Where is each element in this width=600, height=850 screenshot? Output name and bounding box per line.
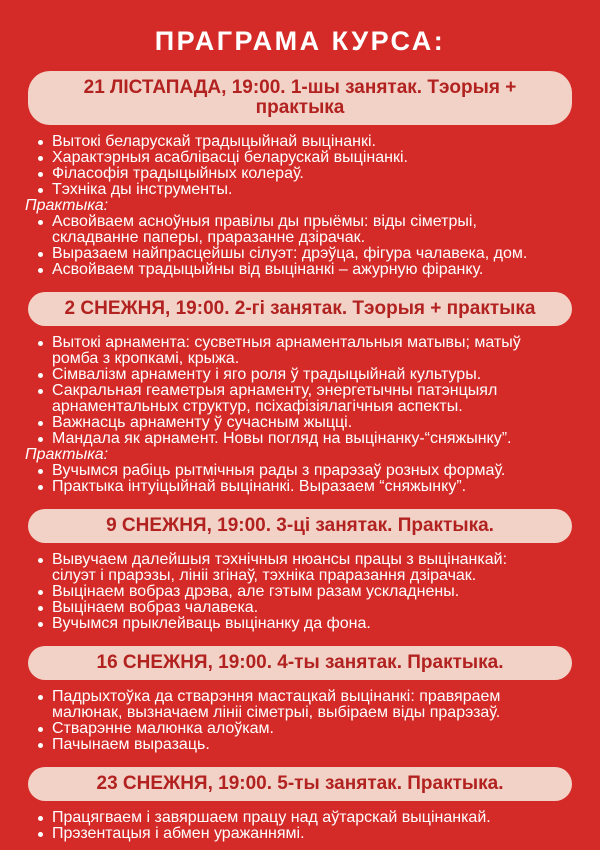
bullet-item: Пачынаем выразаць. — [52, 737, 545, 753]
bullet-list — [0, 689, 600, 753]
bullet-item: Вывучаем далейшыя тэхнічныя нюансы працы з выцінанкай: сілуэт і прарэзы, лініі згінаў, тэхніка праразання дзірачак. — [52, 552, 545, 584]
bullet-item: Сакральная геаметрыя арнаменту, энергетычны патэнцыял арнаментальных структур, псіхафізіялагічныя аспекты. — [52, 383, 545, 415]
session-header-badge — [28, 646, 572, 680]
session-header-label: 9 СНЕЖНЯ, 19:00. 3-ці занятак. Практыка. — [106, 515, 494, 536]
bullet-item: Вытокі арнамента: сусветныя арнаментальныя матывы; матыў ромба з кропкамі, крыжа. — [52, 335, 545, 367]
bullet-list — [0, 463, 600, 495]
session-body — [0, 680, 600, 753]
bullet-list — [0, 134, 600, 198]
session-header-badge — [28, 509, 572, 543]
session-section — [0, 509, 600, 632]
session-body — [0, 125, 600, 278]
bullet-item: Асвойваем традыцыйны від выцінанкі – ажурную фіранку. — [52, 262, 545, 278]
session-header-label: 16 СНЕЖНЯ, 19:00. 4-ты занятак. Практыка. — [96, 652, 504, 673]
bullet-item: Прэзентацыя і абмен уражаннямі. — [52, 826, 545, 842]
bullet-item: Выцінаем вобраз чалавека. — [52, 600, 545, 616]
bullet-item: Вучымся прыклейваць выцінанку да фона. — [52, 616, 545, 632]
bullet-item: Асвойваем асноўныя правілы ды прыёмы: віды сіметрыі, складванне паперы, праразанне дзірачак. — [52, 214, 545, 246]
session-header-label: 2 СНЕЖНЯ, 19:00. 2-гі занятак. Тэорыя + практыка — [64, 298, 536, 319]
bullet-item: Працягваем і завяршаем працу над аўтарскай выцінанкай. — [52, 810, 545, 826]
bullet-item: Падрыхтоўка да стварэння мастацкай выцінанкі: правяраем малюнак, вызначаем лініі сіметрыі, выбіраем віды прарэзаў. — [52, 689, 545, 721]
bullet-item: Стварэнне малюнка алоўкам. — [52, 721, 545, 737]
session-section — [0, 71, 600, 278]
bullet-item: Важнасць арнаменту ў сучасным жыцці. — [52, 415, 545, 431]
session-body — [0, 543, 600, 632]
page-title: ПРАГРАМА КУРСА: — [154, 26, 446, 56]
bullet-item: Мандала як арнамент. Новы погляд на выцінанку-“сняжынку”. — [52, 431, 545, 447]
bullet-list — [0, 552, 600, 632]
sections-container — [0, 71, 600, 842]
bullet-item: Характэрныя асаблівасці беларускай выцінанкі. — [52, 150, 545, 166]
bullet-item: Практыка інтуіцыйнай выцінанкі. Выразаем “сняжынку”. — [52, 479, 545, 495]
bullet-list — [0, 810, 600, 842]
session-header-label: 21 ЛІСТАПАДА, 19:00. 1-шы занятак. Тэорыя + практыка — [83, 77, 517, 118]
bullet-item: Сімвалізм арнаменту і яго роля ў традыцыйнай культуры. — [52, 367, 545, 383]
bullet-item: Вучымся рабіць рытмічныя рады з прарэзаў розных формаў. — [52, 463, 545, 479]
bullet-item: Вытокі беларускай традыцыйнай выцінанкі. — [52, 134, 545, 150]
practice-label: Практыка: — [25, 446, 109, 463]
bullet-list — [0, 335, 600, 447]
session-section — [0, 646, 600, 753]
session-header-badge — [28, 767, 572, 801]
practice-label: Практыка: — [25, 197, 109, 214]
session-header-badge — [28, 292, 572, 326]
session-header-label: 23 СНЕЖНЯ, 19:00. 5-ты занятак. Практыка. — [96, 773, 504, 794]
session-body — [0, 801, 600, 842]
bullet-item: Тэхніка ды інструменты. — [52, 182, 545, 198]
session-body — [0, 326, 600, 495]
bullet-item: Выразаем найпрасцейшы сілуэт: дрэўца, фігура чалавека, дом. — [52, 246, 545, 262]
bullet-item: Выцінаем вобраз дрэва, але гэтым разам ускладнены. — [52, 584, 545, 600]
session-section — [0, 292, 600, 495]
bullet-list — [0, 214, 600, 278]
bullet-item: Філасофія традыцыйных колераў. — [52, 166, 545, 182]
session-section — [0, 767, 600, 842]
session-header-badge — [28, 71, 572, 125]
